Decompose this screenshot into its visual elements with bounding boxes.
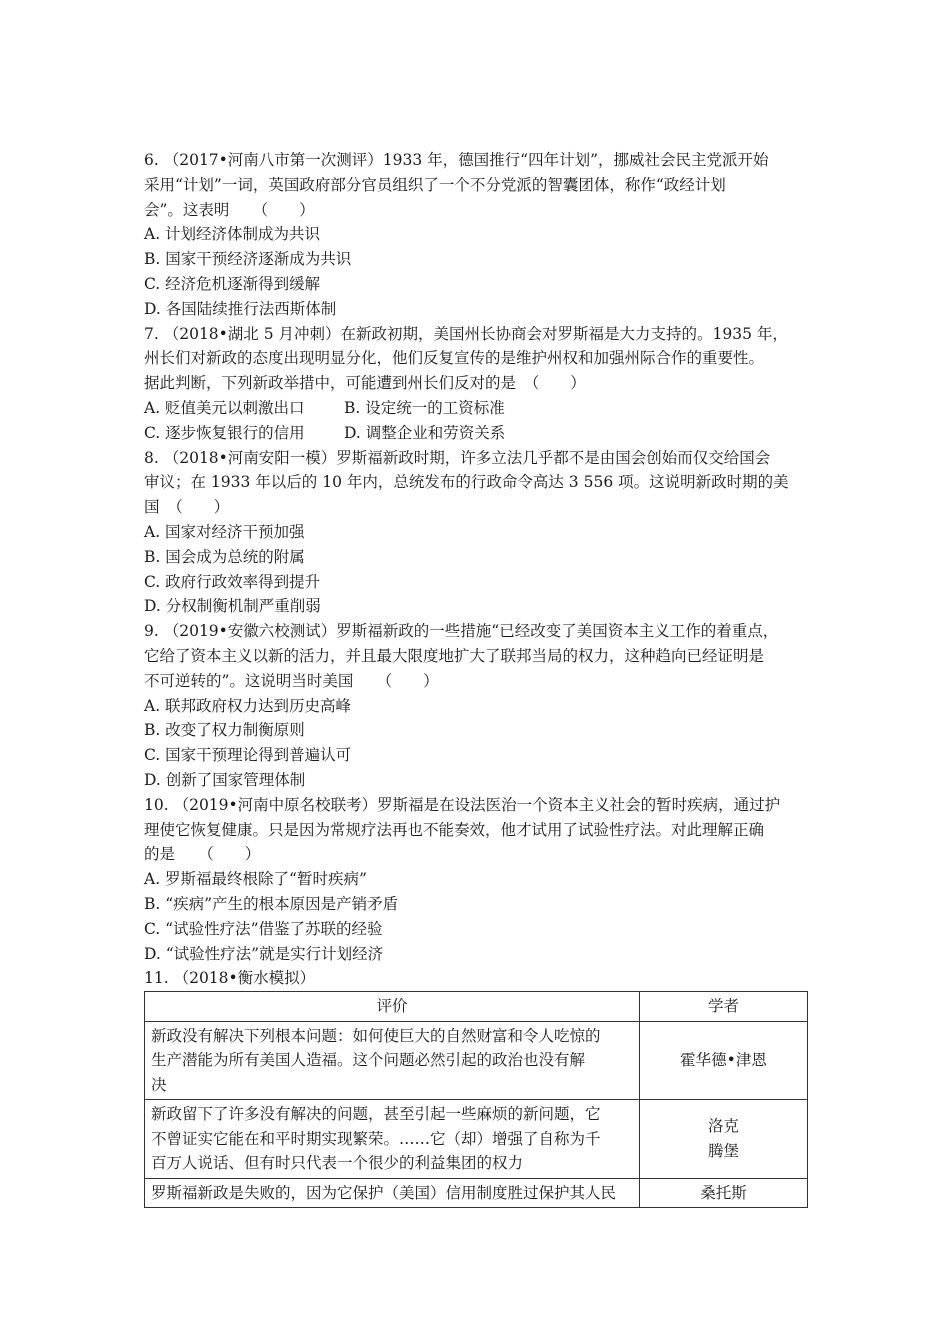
question-8-line-2: 审议；在 1933 年以后的 10 年内，总统发布的行政命令高达 3 556 项。这说明新政时期的美 — [144, 473, 789, 492]
question-6-option-b: B. 国家干预经济逐渐成为共识 — [144, 250, 352, 269]
question-8-option-d: D. 分权制衡机制严重削弱 — [144, 597, 321, 616]
cell-line: 桑托斯 — [700, 1183, 747, 1202]
question-6-line-2: 采用“计划”一词，英国政府部分官员组织了一个不分党派的智囊团体，称作“政经计划 — [144, 175, 726, 194]
question-9-option-c: C. 国家干预理论得到普遍认可 — [144, 746, 352, 765]
question-8-option-b: B. 国会成为总统的附属 — [144, 547, 305, 566]
table-row — [145, 1178, 808, 1208]
question-9-option-a: A. 联邦政府权力达到历史高峰 — [144, 696, 352, 715]
question-8-line-3: 国 （ ） — [144, 498, 230, 517]
question-7-line-3: 据此判断，下列新政举措中，可能遭到州长们反对的是 （ ） — [144, 374, 586, 393]
question-6 — [144, 148, 808, 322]
question-11-title: 11. （2018•衡水模拟） — [144, 969, 316, 988]
question-11 — [144, 966, 808, 1208]
question-9-line-2: 它给了资本主义以新的活力，并且最大限度地扩大了联邦当局的权力，这种趋向已经证明是 — [144, 646, 765, 665]
table-header-row — [145, 992, 808, 1022]
question-7-options-row-2 — [144, 421, 808, 446]
question-6-option-c: C. 经济危机逐渐得到缓解 — [144, 274, 321, 293]
question-6-line-1: 6. （2017•河南八市第一次测评）1933 年，德国推行“四年计划”，挪威社会民主党派开始 — [144, 151, 769, 169]
question-10-option-d: D. “试验性疗法”就是实行计划经济 — [144, 944, 384, 963]
table-cell-evaluation — [145, 1178, 640, 1208]
question-7-option-c: C. 逐步恢复银行的信用 — [144, 423, 305, 442]
table-cell-scholar — [640, 1021, 808, 1100]
question-9-option-d: D. 创新了国家管理体制 — [144, 770, 306, 789]
evaluation-table — [144, 991, 808, 1208]
table-header-evaluation: 评价 — [145, 992, 640, 1022]
question-7 — [144, 322, 808, 446]
question-7-line-1: 7. （2018•湖北 5 月冲刺）在新政初期，美国州长协商会对罗斯福是大力支持的。1935 年， — [144, 324, 788, 343]
question-8-option-c: C. 政府行政效率得到提升 — [144, 572, 321, 591]
cell-line: 百万人说话、但有时只代表一个很少的利益集团的权力 — [151, 1154, 524, 1173]
question-7-options-row-1 — [144, 396, 808, 421]
cell-line: 不曾证实它能在和平时期实现繁荣。……它（却）增强了自称为千 — [151, 1129, 601, 1148]
cell-line: 新政留下了许多没有解决的问题，甚至引起一些麻烦的新问题，它 — [151, 1105, 601, 1124]
question-9-line-1: 9. （2019•安徽六校测试）罗斯福新政的一些措施“已经改变了美国资本主义工作的着重点， — [144, 622, 779, 641]
question-8-option-a: A. 国家对经济干预加强 — [144, 522, 305, 541]
cell-line: 生产潜能为所有美国人造福。这个问题必然引起的政治也没有解 — [151, 1051, 586, 1070]
question-9 — [144, 619, 808, 793]
cell-line: 霍华德•津恩 — [680, 1051, 767, 1070]
question-7-option-a: A. 贬值美元以刺激出口 — [144, 398, 305, 417]
question-10-line-1: 10. （2019•河南中原名校联考）罗斯福是在设法医治一个资本主义社会的暂时疾病，通过护 — [144, 795, 781, 814]
question-10-line-3: 的是 （ ） — [144, 845, 261, 864]
question-10-option-b: B. “疾病”产生的根本原因是产销矛盾 — [144, 894, 399, 913]
question-8 — [144, 446, 808, 620]
table-row — [145, 1100, 808, 1179]
table-cell-evaluation — [145, 1100, 640, 1179]
question-9-option-b: B. 改变了权力制衡原则 — [144, 721, 305, 740]
question-9-line-3: 不可逆转的”。这说明当时美国 （ ） — [144, 671, 439, 690]
cell-line: 新政没有解决下列根本问题：如何使巨大的自然财富和令人吃惊的 — [151, 1026, 601, 1045]
cell-line: 洛克 — [707, 1117, 739, 1136]
table-header-scholar: 学者 — [640, 992, 808, 1022]
question-6-line-3: 会”。这表明 （ ） — [144, 200, 315, 219]
question-10 — [144, 793, 808, 967]
question-10-line-2: 理使它恢复健康。只是因为常规疗法再也不能奏效，他才试用了试验性疗法。对此理解正确 — [144, 820, 765, 839]
question-10-option-a: A. 罗斯福最终根除了“暂时疾病” — [144, 870, 367, 889]
question-7-option-b: B. 设定统一的工资标准 — [344, 398, 505, 417]
question-content — [144, 148, 808, 1208]
question-6-option-d: D. 各国陆续推行法西斯体制 — [144, 299, 337, 318]
question-7-line-2: 州长们对新政的态度出现明显分化，他们反复宣传的是维护州权和加强州际合作的重要性。 — [144, 349, 765, 368]
cell-line: 决 — [151, 1075, 167, 1094]
table-cell-scholar — [640, 1178, 808, 1208]
cell-line: 腾堡 — [707, 1141, 739, 1160]
question-6-option-a: A. 计划经济体制成为共识 — [144, 225, 321, 244]
cell-line: 罗斯福新政是失败的，因为它保护（美国）信用制度胜过保护其人民 — [151, 1183, 617, 1202]
question-10-option-c: C. “试验性疗法”借鉴了苏联的经验 — [144, 919, 383, 938]
question-7-option-d: D. 调整企业和劳资关系 — [344, 423, 506, 442]
question-8-line-1: 8. （2018•河南安阳一模）罗斯福新政时期，许多立法几乎都不是由国会创始而仅交给国会 — [144, 448, 771, 467]
table-cell-evaluation — [145, 1021, 640, 1100]
table-cell-scholar — [640, 1100, 808, 1179]
table-row — [145, 1021, 808, 1100]
